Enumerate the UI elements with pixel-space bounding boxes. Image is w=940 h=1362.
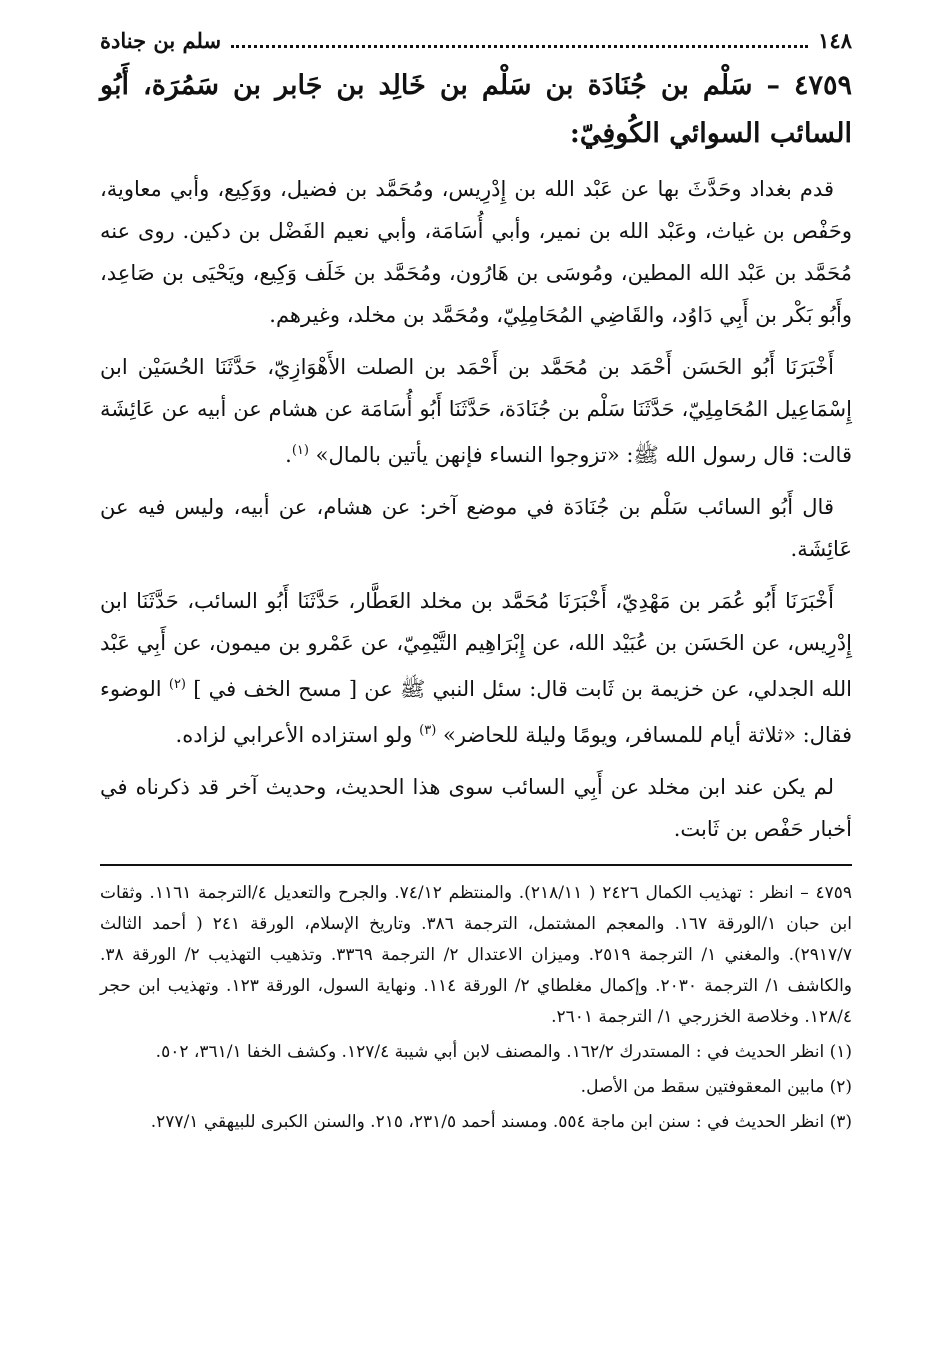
footnote-2: (٢) مابين المعقوفتين سقط من الأصل. — [580, 1077, 852, 1097]
hadith-paragraph-1 — [100, 346, 852, 476]
hadith-2-text: أَخْبَرَنَا أَبُو عُمَر بن مَهْدِيّ، أَخْبَرَنَا مُحَمَّد بن مخلد العَطَّار، حَدَّثَنَا أَبُو السائب، حَدَّثَنَا ابن إِدْرِيس، عن الحَسَن بن عُبَيْد الله، عن إِبْرَاهِيم التَّيْمِيّ، عن عَمْرو بن ميمون، عن أَبِي عَبْد الله الجدلي، عن خزيمة بن ثَابت قال: سئل النبي ﷺ عن [ مسح الخف في ] — [100, 589, 852, 701]
footnote-sources: ٤٧٥٩ – انظر : تهذيب الكمال ٢٤٢٦ ( ٢١٨/١١). والمنتظم ٧٤/١٢. والجرح والتعديل ٤/الترجمة ١١٦١. وثقات ابن حبان ١/الورقة ١٦٧. والمعجم المشتمل، الترجمة ٣٨٦. وتاريخ الإسلام، الورقة ٢٤١ ( أحمد الثالث ٢٩١٧/٧). والمغني ١/ الترجمة ٢٥١٩. وميزان الاعتدال ٢/ الترجمة ٣٣٦٩. وتذهيب التهذيب ٢/ الورقة ٣٨. والكاشف ١/ الترجمة ٢٠٣٠. وإكمال مغلطاي ٢/ الورقة ١١٤. ونهاية السول، الورقة ١٢٣. وتهذيب ابن حجر ١٢٨/٤. وخلاصة الخزرجي ١/ الترجمة ٢٦٠١. — [100, 883, 853, 1027]
hadith-2-mid: الوضوء فقال: «ثلاثة أيام للمسافر، ويومًا وليلة للحاضر» — [100, 677, 852, 747]
running-header — [100, 24, 852, 58]
running-title: سلم بن جنادة — [100, 28, 222, 53]
narration-note-paragraph: قال أَبُو السائب سَلْم بن جُنَادَة في موضع آخر: عن هشام، عن أبيه، وليس فيه عن عَائِشَة. — [100, 495, 852, 561]
footnote-ref-1: (١) — [291, 443, 309, 458]
footnote-1: (١) انظر الحديث في : المستدرك ١٦٢/٢. والمصنف لابن أبي شيبة ١٢٧/٤. وكشف الخفا ٣٦١/١، ٥٠٢. — [155, 1042, 852, 1062]
hadith-1-text: أَخْبَرَنَا أَبُو الحَسَن أَحْمَد بن مُحَمَّد بن أَحْمَد بن الصلت الأَهْوَازِيّ، حَدَّثَنَا الحُسَيْن ابن إِسْمَاعِيل المُحَامِلِيّ، حَدَّثَنَا سَلْم بن جُنَادَة، حَدَّثَنَا أَبُو أُسَامَة عن هشام عن أبيه عن عَائِشَة قالت: قال رسول الله ﷺ: «تزوجوا النساء فإنهن يأتين بالمال» — [100, 355, 852, 467]
footnote-ref-2: (٢) — [168, 677, 186, 692]
header-leader-dots — [231, 27, 808, 48]
hadith-1-end: . — [285, 443, 292, 467]
hadith-2-end: ولو استزاده الأعرابي لزاده. — [175, 723, 413, 747]
footnote-ref-3: (٣) — [419, 723, 437, 738]
book-page — [100, 24, 852, 1142]
biography-paragraph: قدم بغداد وحَدَّثَ بها عن عَبْد الله بن إِدْرِيس، ومُحَمَّد بن فضيل، ووَكِيع، وأبي معاوية، وحَفْص بن غياث، وعَبْد الله بن نمير، وأبي أُسَامَة، وأبي نعيم الفَضْل بن دكين. روى عنه مُحَمَّد بن عَبْد الله المطين، ومُوسَى بن هَارُون، ومُحَمَّد بن خَلَف وَكِيع، ويَحْيَى بن صَاعِد، وأَبُو بَكْر بن أَبِي دَاوُد، والقَاضِي المُحَامِلِيّ، ومُحَمَّد بن مخلد، وغيرهم. — [100, 177, 852, 327]
closing-paragraph: لم يكن عند ابن مخلد عن أَبِي السائب سوى هذا الحديث، وحديث آخر قد ذكرناه في أخبار حَفْص بن ثَابت. — [100, 775, 852, 841]
page-number: ١٤٨ — [818, 28, 852, 53]
entry-title: ٤٧٥٩ – سَلْم بن جُنَادَة بن سَلْم بن خَالِد بن جَابر بن سَمُرَة، أَبُو السائب السوائي الكُوفِيّ: — [100, 70, 852, 149]
footnote-separator — [100, 864, 852, 866]
hadith-paragraph-2 — [100, 580, 852, 756]
footnote-3: (٣) انظر الحديث في : سنن ابن ماجة ٥٥٤. ومسند أحمد ٢٣١/٥، ٢١٥. والسنن الكبرى للبيهقي ٢٧٧/١. — [150, 1112, 852, 1132]
